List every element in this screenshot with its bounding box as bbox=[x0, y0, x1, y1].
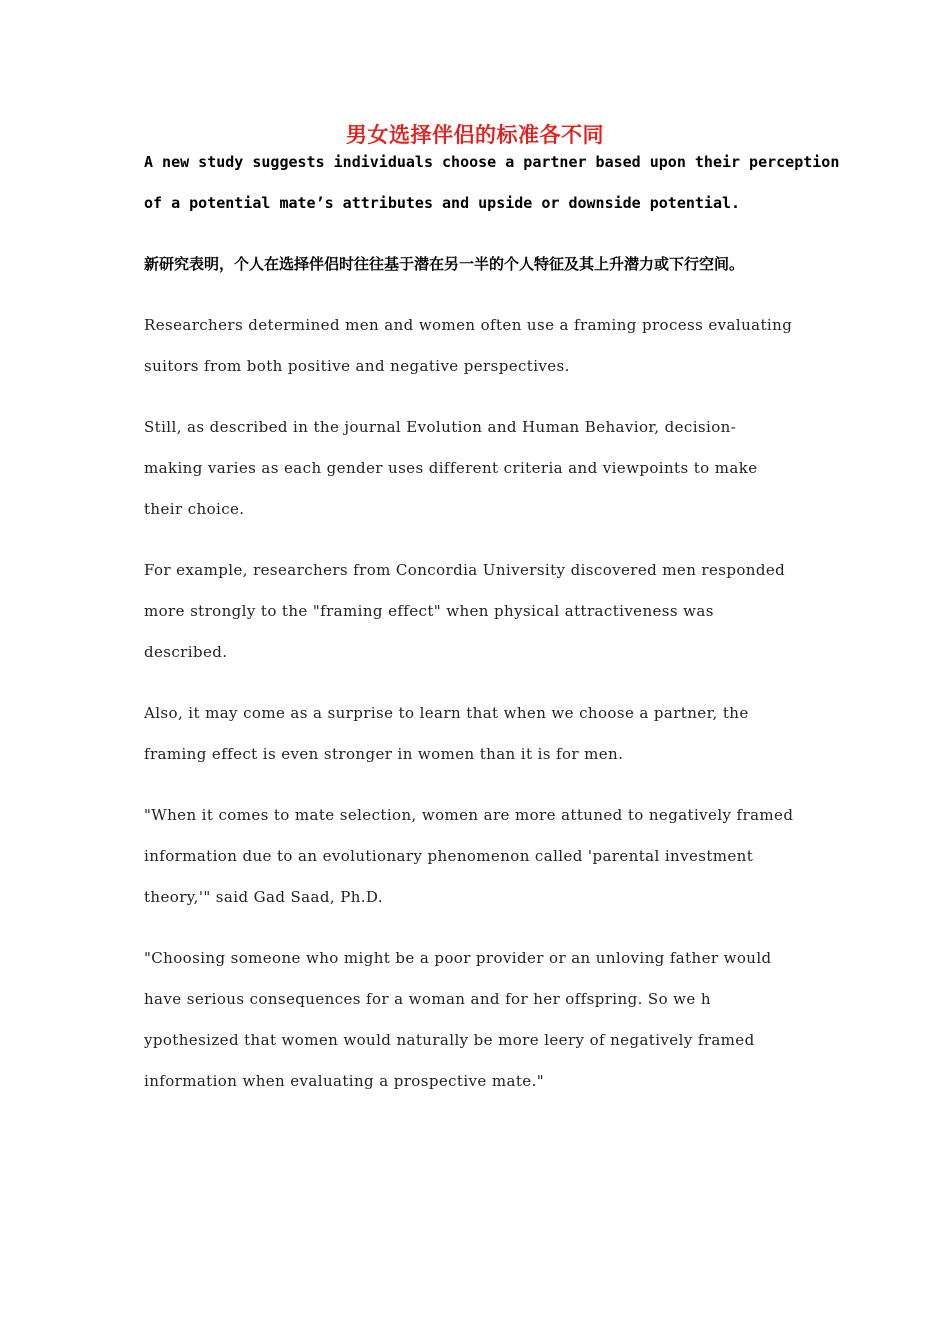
paragraph-line: For example, researchers from Concordia University discovered men responded bbox=[144, 561, 786, 579]
intro-line: A new study suggests individuals choose a partner based upon their perception bbox=[144, 153, 840, 171]
paragraph-line: Researchers determined men and women often use a framing process evaluating bbox=[144, 316, 793, 334]
document-title: 男女选择伴侣的标准各不同 bbox=[346, 123, 604, 147]
paragraph-line: ypothesized that women would naturally be more leery of negatively framed bbox=[144, 1031, 755, 1049]
intro-translation: 新研究表明，个人在选择伴侣时往往基于潜在另一半的个人特征及其上升潜力或下行空间。 bbox=[144, 255, 745, 273]
paragraph-line: Also, it may come as a surprise to learn that when we choose a partner, the bbox=[144, 704, 749, 722]
paragraph-line: information due to an evolutionary phenomenon called 'parental investment bbox=[144, 847, 754, 865]
paragraph-line: "Choosing someone who might be a poor provider or an unloving father would bbox=[144, 949, 772, 967]
paragraph-line: theory,'" said Gad Saad, Ph.D. bbox=[144, 888, 383, 906]
paragraph-line: "When it comes to mate selection, women are more attuned to negatively framed bbox=[144, 806, 794, 824]
intro-line: of a potential mate’s attributes and upside or downside potential. bbox=[144, 194, 741, 212]
paragraph-line: described. bbox=[144, 643, 228, 661]
paragraph-line: Still, as described in the journal Evolution and Human Behavior, decision- bbox=[144, 418, 737, 436]
paragraph-line: making varies as each gender uses different criteria and viewpoints to make bbox=[144, 459, 758, 477]
paragraph-line: have serious consequences for a woman and for her offspring. So we h bbox=[144, 990, 711, 1008]
paragraph-line: more strongly to the "framing effect" when physical attractiveness was bbox=[144, 602, 714, 620]
paragraph-line: suitors from both positive and negative perspectives. bbox=[144, 357, 570, 375]
paragraph-line: framing effect is even stronger in women than it is for men. bbox=[144, 745, 624, 763]
paragraph-line: their choice. bbox=[144, 500, 245, 518]
paragraph-line: information when evaluating a prospective mate." bbox=[144, 1072, 544, 1090]
